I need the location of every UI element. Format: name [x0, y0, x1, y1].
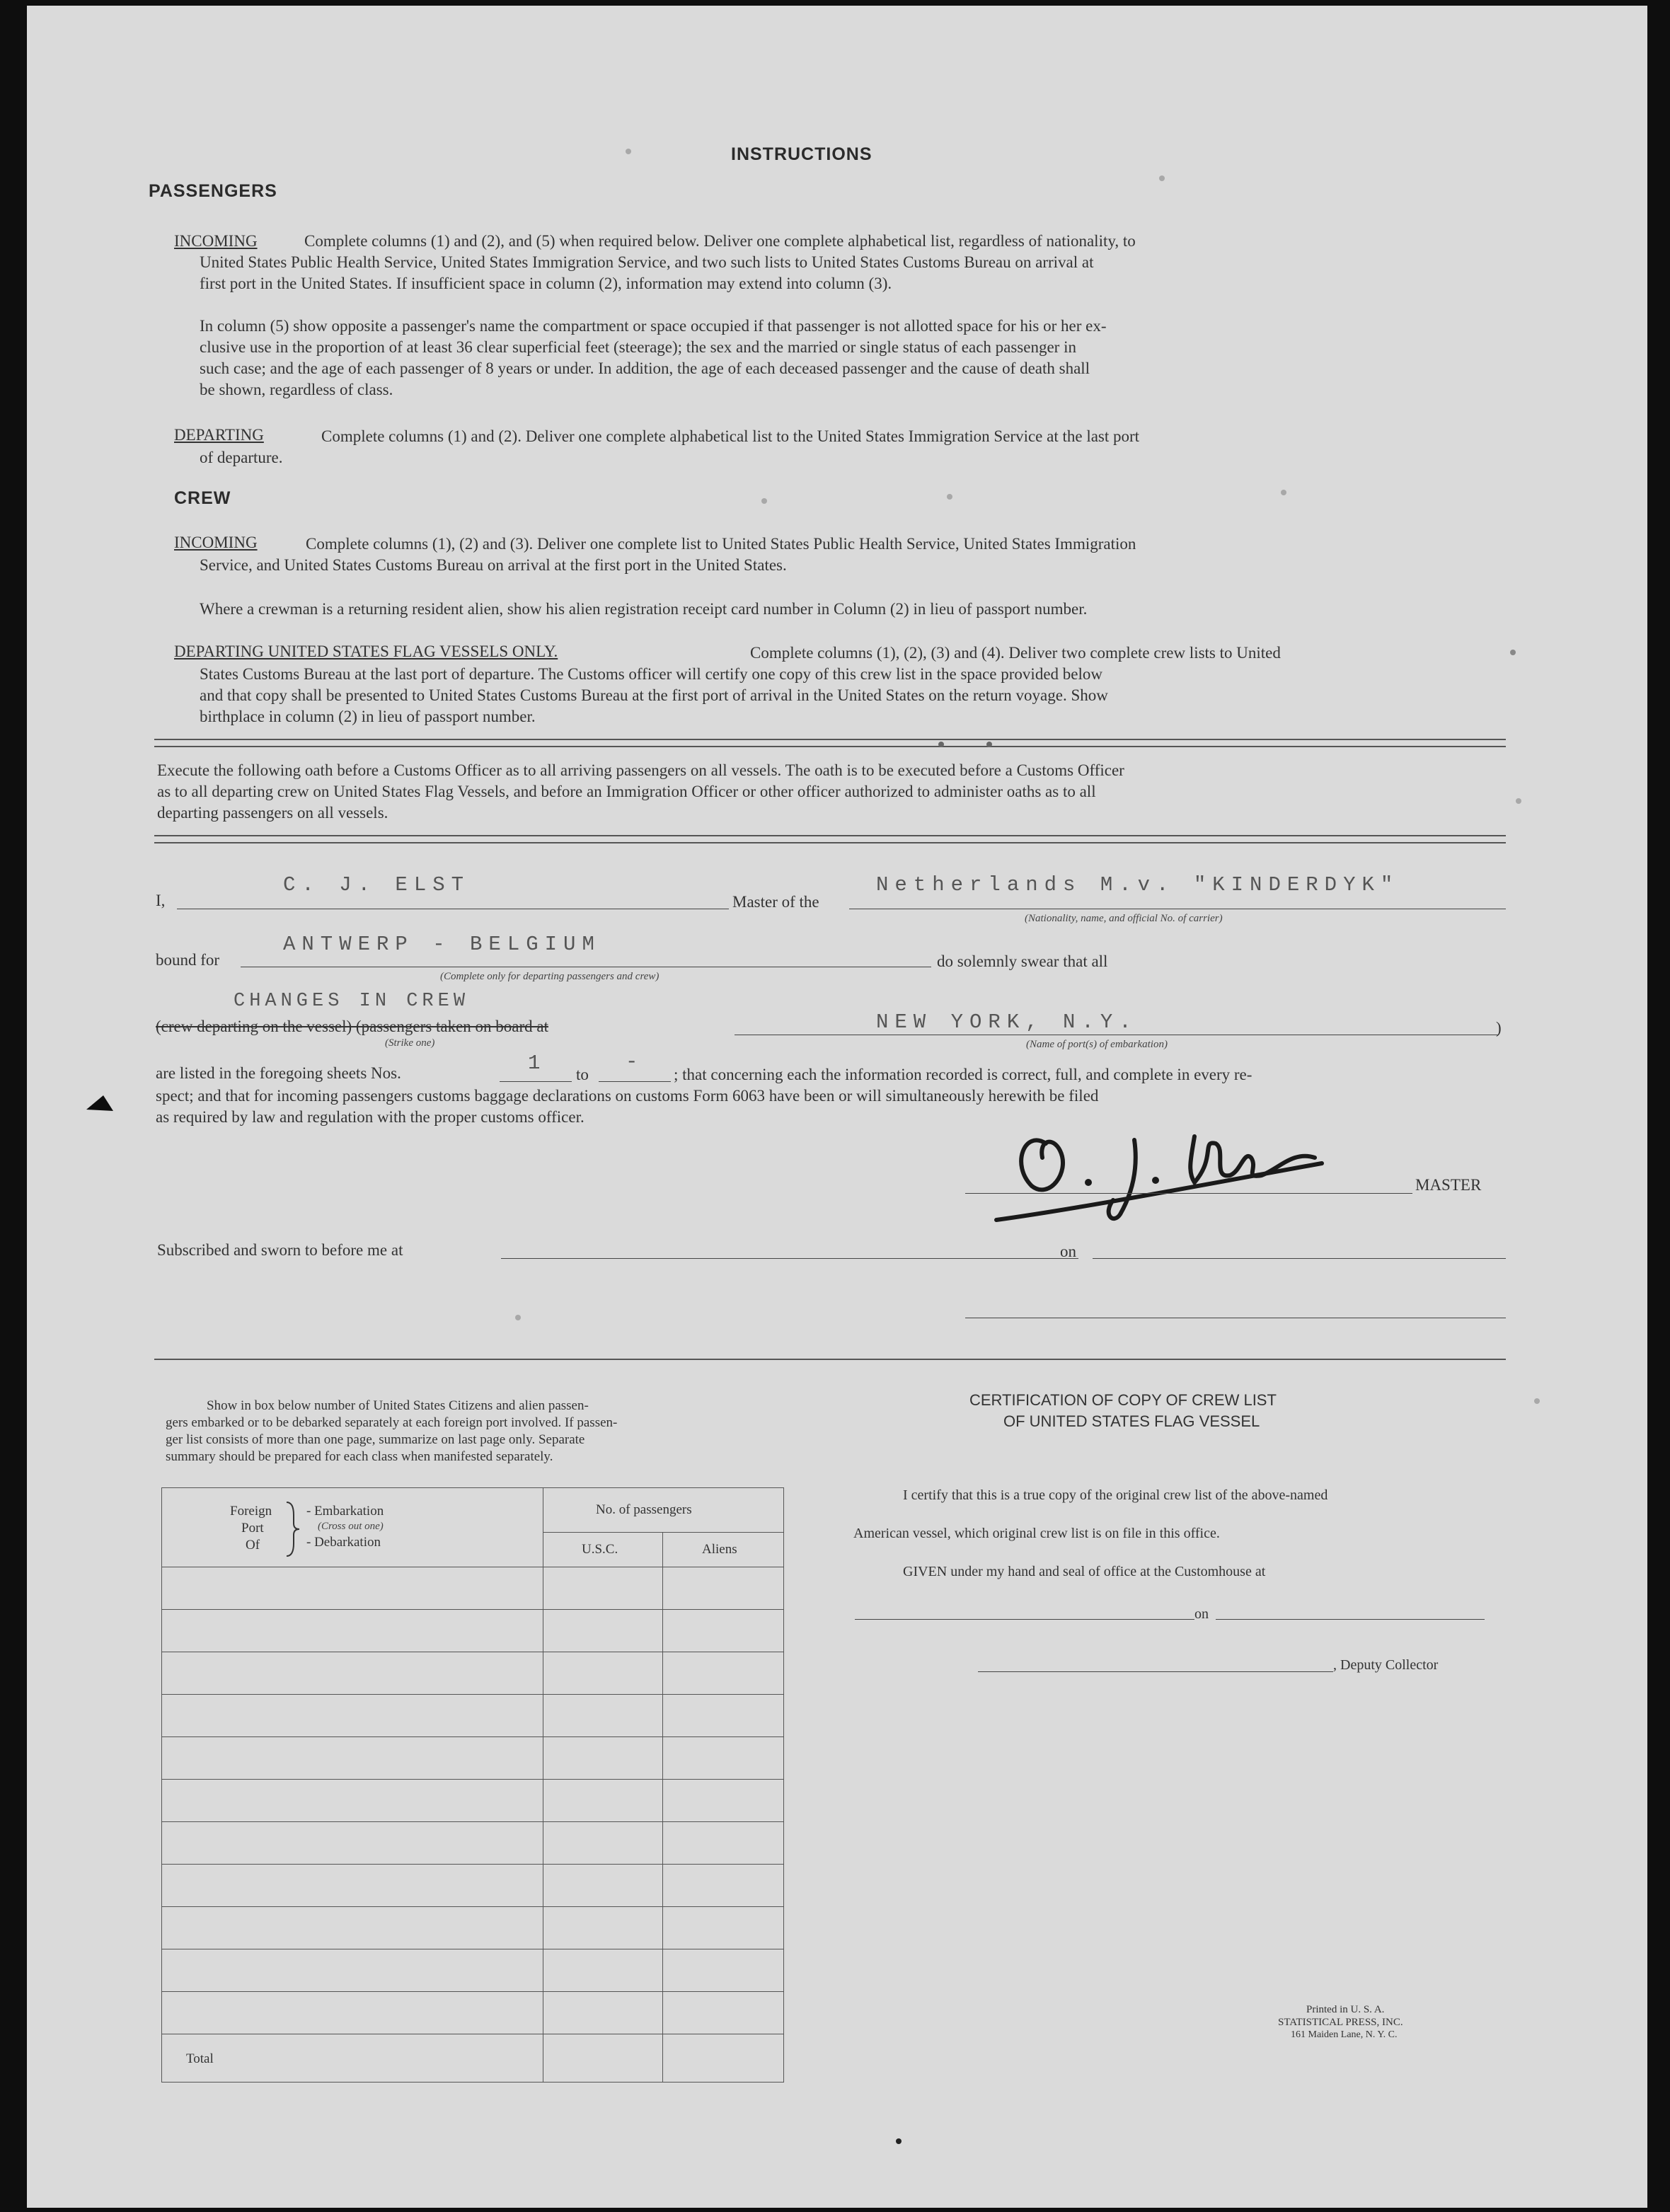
pass-col5-line-1: In column (5) show opposite a passenger's name the compartment or space occupied if that passenger is not allotted space for his or her ex- [200, 317, 1107, 335]
paper-speck [761, 498, 767, 504]
pass-departing-line-2: of departure. [200, 449, 283, 466]
vessel-value[interactable]: Netherlands M.v. "KINDERDYK" [876, 873, 1400, 897]
summary-total-row: Total [162, 2034, 543, 2083]
summary-row-port[interactable] [162, 1865, 543, 1907]
vessel-caption: (Nationality, name, and official No. of carrier) [1025, 913, 1223, 924]
close-paren: ) [1496, 1019, 1502, 1037]
document-page [27, 6, 1647, 2208]
divider [154, 746, 1506, 747]
summary-row-port[interactable] [162, 1652, 543, 1695]
total-aliens-cell[interactable] [663, 2034, 784, 2083]
summary-row-port[interactable] [162, 1822, 543, 1865]
port-value[interactable]: NEW YORK, N.Y. [876, 1010, 1138, 1034]
paper-speck [515, 1315, 521, 1320]
printer-line-3: 161 Maiden Lane, N. Y. C. [1291, 2029, 1398, 2040]
crew-flag-line-4: birthplace in column (2) in lieu of passport number. [200, 708, 536, 725]
foreign-port-header: Foreign Port Of - Embarkation (Cross out one) - Debarkation [162, 1488, 543, 1567]
paper-speck [1510, 650, 1516, 655]
certification-title-1: CERTIFICATION OF COPY OF CREW LIST [969, 1391, 1277, 1409]
master-name-value[interactable]: C. J. ELST [283, 873, 471, 897]
strike-one-text: (crew departing on the vessel) (passengers taken on board at [156, 1018, 548, 1035]
crew-heading: CREW [174, 488, 231, 508]
sheet-from-line [500, 1081, 572, 1082]
paper-speck [1516, 798, 1521, 804]
paper-speck [947, 494, 952, 500]
paper-speck [896, 2138, 902, 2144]
summary-row-port[interactable] [162, 1695, 543, 1737]
crew-flag-line-3: and that copy shall be presented to United States Customs Bureau at the first port of arrival in the United States on the return voyage. Show [200, 686, 1108, 704]
pass-col5-line-4: be shown, regardless of class. [200, 381, 393, 398]
certification-title-2: OF UNITED STATES FLAG VESSEL [1003, 1412, 1260, 1430]
customhouse-line[interactable] [855, 1619, 1194, 1620]
printer-line-2: STATISTICAL PRESS, INC. [1278, 2017, 1403, 2028]
summary-row-port[interactable] [162, 1567, 543, 1610]
deputy-collector-label: , Deputy Collector [1333, 1657, 1439, 1673]
certification-line-1: I certify that this is a true copy of the original crew list of the above-named [903, 1487, 1328, 1503]
destination-caption: (Complete only for departing passengers and crew) [440, 971, 660, 982]
listed-text: are listed in the foregoing sheets Nos. [156, 1064, 401, 1082]
pass-col5-line-2: clusive use in the proportion of at least 36 clear superficial feet (steerage); the sex and the married or single status of each passenger in [200, 338, 1076, 356]
sheet-from-value[interactable]: 1 [528, 1052, 547, 1075]
crew-flag-line-2: States Customs Bureau at the last port of departure. The Customs officer will certify one copy of this crew list in the space provided below [200, 665, 1102, 683]
crew-incoming-line-1: Complete columns (1), (2) and (3). Deliver one complete list to United States Public Health Service, United States Immigration [306, 535, 1136, 553]
to-label: to [576, 1066, 589, 1083]
pass-incoming-line-1: Complete columns (1) and (2), and (5) when required below. Deliver one complete alphabetical list, regardless of nationality, to [304, 232, 1136, 250]
summary-instr-line-3: ger list consists of more than one page, summarize on last page only. Separate [166, 1432, 585, 1447]
no-passengers-header: No. of passengers U.S.C. Aliens [543, 1488, 784, 1567]
oath-line-2: spect; and that for incoming passengers customs baggage declarations on customs Form 6063 have been or will simultaneously herewith be filed [156, 1087, 1099, 1105]
divider [154, 842, 1506, 843]
bound-for-label: bound for [156, 951, 220, 969]
swear-text: do solemnly swear that all [937, 952, 1108, 970]
passenger-summary-table [161, 1487, 784, 2083]
destination-value[interactable]: ANTWERP - BELGIUM [283, 933, 601, 956]
strike-one-caption: (Strike one) [385, 1037, 435, 1049]
divider [154, 1359, 1506, 1360]
crew-incoming-line-2: Service, and United States Customs Bureau on arrival at the first port in the United States. [200, 556, 787, 574]
passengers-departing-label: DEPARTING [174, 426, 264, 444]
summary-instr-line-4: summary should be prepared for each class when manifested separately. [166, 1449, 553, 1464]
crew-incoming-label: INCOMING [174, 534, 258, 551]
oath-intro-line-2: as to all departing crew on United States Flag Vessels, and before an Immigration Officer or other officer authorized to administer oaths as to all [157, 783, 1096, 800]
pass-incoming-line-2: United States Public Health Service, United States Immigration Service, and two such lists to United States Customs Bureau on arrival at [200, 253, 1094, 271]
crew-resident-alien-note: Where a crewman is a returning resident alien, show his alien registration receipt card number in Column (2) in lieu of passport number. [200, 600, 1088, 618]
subscribed-place-line [501, 1258, 1078, 1259]
certification-line-2: American vessel, which original crew list is on file in this office. [853, 1526, 1220, 1541]
crew-flag-vessels-label: DEPARTING UNITED STATES FLAG VESSELS ONLY. [174, 643, 558, 660]
certification-line-3: GIVEN under my hand and seal of office at the Customhouse at [903, 1564, 1266, 1579]
summary-row-port[interactable] [162, 1949, 543, 1992]
summary-instr-line-1: Show in box below number of United States Citizens and alien passen- [207, 1398, 589, 1413]
summary-row-port[interactable] [162, 1780, 543, 1822]
summary-instr-line-2: gers embarked or to be debarked separately at each foreign port involved. If passen- [166, 1415, 618, 1430]
passengers-incoming-label: INCOMING [174, 232, 258, 250]
paper-speck [938, 742, 944, 747]
paper-speck [1159, 175, 1165, 181]
printer-line-1: Printed in U. S. A. [1306, 2004, 1385, 2015]
divider [154, 835, 1506, 836]
total-usc-cell[interactable] [543, 2034, 663, 2083]
oath-intro-line-3: departing passengers on all vessels. [157, 804, 388, 822]
instructions-title: INSTRUCTIONS [731, 144, 873, 164]
master-label: MASTER [1415, 1176, 1482, 1194]
oath-line-3: as required by law and regulation with the proper customs officer. [156, 1108, 584, 1126]
sheet-to-line [599, 1081, 671, 1082]
port-caption: (Name of port(s) of embarkation) [1026, 1039, 1168, 1050]
master-signature [982, 1101, 1407, 1228]
oath-intro-line-1: Execute the following oath before a Customs Officer as to all arriving passengers on all vessels. The oath is to be executed before a Customs Officer [157, 761, 1124, 779]
pass-departing-line-1: Complete columns (1) and (2). Deliver one complete alphabetical list to the United States Immigration Service at the last port [321, 427, 1140, 445]
crew-flag-line-1: Complete columns (1), (2), (3) and (4). Deliver two complete crew lists to United [750, 644, 1281, 662]
pass-col5-line-3: such case; and the age of each passenger of 8 years or under. In addition, the age of each deceased passenger and the cause of death shall [200, 359, 1090, 377]
brace-icon [285, 1501, 302, 1557]
sheet-to-value[interactable]: - [626, 1050, 645, 1073]
subscribed-date-line [1093, 1258, 1506, 1259]
paper-speck [1281, 490, 1286, 495]
subscribed-on-label: on [1060, 1243, 1076, 1260]
summary-row-port[interactable] [162, 1737, 543, 1780]
certification-date-line[interactable] [1216, 1619, 1485, 1620]
summary-row-port[interactable] [162, 1992, 543, 2034]
deputy-collector-line[interactable] [978, 1671, 1333, 1672]
subscribed-text: Subscribed and sworn to before me at [157, 1241, 403, 1259]
summary-row-port[interactable] [162, 1907, 543, 1949]
passengers-heading: PASSENGERS [149, 181, 277, 201]
pass-incoming-line-3: first port in the United States. If insufficient space in column (2), information may extend into column (3). [200, 275, 892, 292]
certification-on-label: on [1194, 1606, 1209, 1622]
paper-speck [986, 742, 992, 747]
paper-speck [626, 149, 631, 154]
triangle-marker-icon [86, 1094, 115, 1112]
signature-line [965, 1193, 1412, 1194]
concerning-text: ; that concerning each the information recorded is correct, full, and complete in every re- [674, 1066, 1252, 1083]
divider [154, 739, 1506, 740]
master-of-the-label: Master of the [732, 893, 819, 911]
changes-in-crew-value[interactable]: CHANGES IN CREW [234, 991, 470, 1012]
summary-row-port[interactable] [162, 1610, 543, 1652]
paper-speck [1534, 1398, 1540, 1404]
oath-i: I, [156, 892, 166, 909]
